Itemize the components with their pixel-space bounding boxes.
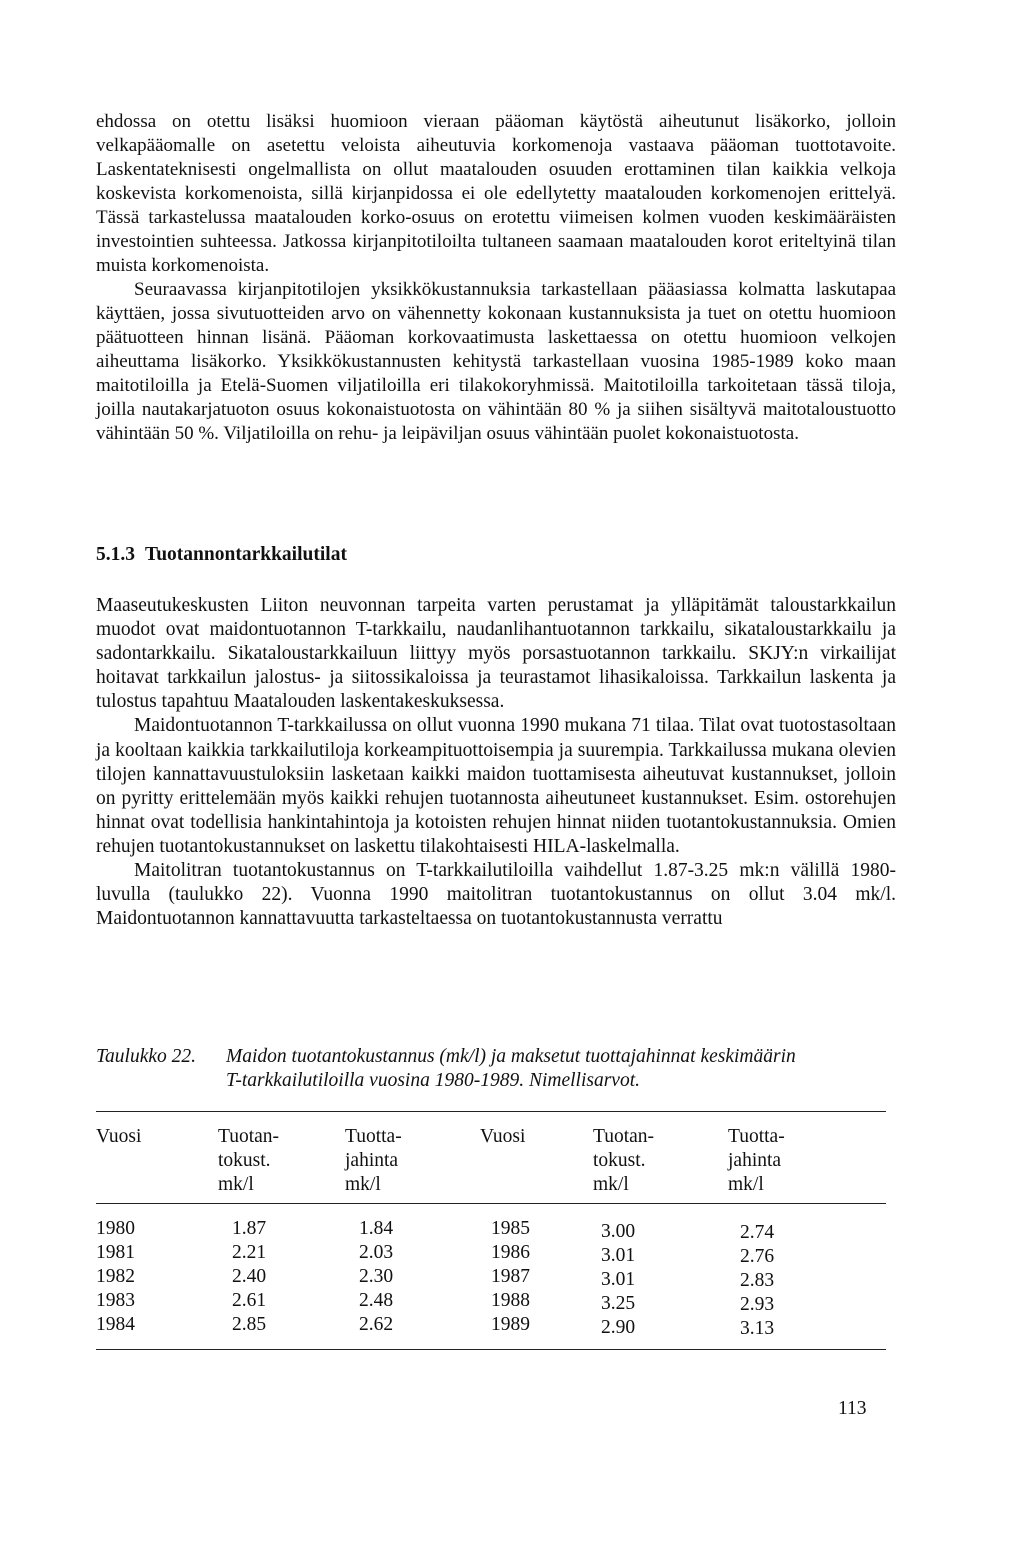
table-cell: 2.83	[740, 1270, 775, 1291]
column-header-line: Tuotta-	[345, 1126, 402, 1147]
column-header-line: Tuotan-	[593, 1126, 655, 1147]
paragraph: Seuraavassa kirjanpitotilojen yksikkökustannuksia tarkastellaan pääasiassa kolmatta laskutapaa käyttäen, jossa sivutuotteiden arvo on vähennetty kokonaan kustannuksista ja tuet on otettu huomioon päätuotteen hinnan lisänä. Pääoman korkovaatimusta laskettaessa on otettu huomioon velkojen aiheuttama lisäkorko. Yksikkökustannusten kehitystä tarkastellaan vuosina 1985-1989 koko maan maitotiloilla ja Etelä-Suomen viljatiloilla eri tilakokoryhmissä. Maitotiloilla tarkoitetaan tässä tiloja, joilla nautakarjatuoton osuus kokonaistuotosta on vähintään 80 % ja siihen sisältyvä maitotaloustuotto vähintään 50 %. Viljatiloilla on rehu- ja leipäviljan osuus vähintään puolet kokonaistuotosta.	[96, 279, 896, 444]
table-caption-label: Taulukko 22.	[96, 1046, 197, 1067]
table-cell: 1980	[96, 1218, 135, 1239]
column-header-line: jahinta	[345, 1150, 399, 1171]
table-row	[96, 1313, 886, 1337]
column-header-line: Tuotta-	[728, 1126, 785, 1147]
page-number: 113	[838, 1398, 867, 1419]
section-title: Tuotannontarkkailutilat	[145, 544, 347, 565]
section-number: 5.1.3	[96, 544, 135, 565]
column-header-price	[728, 1125, 785, 1197]
table-cell: 1987	[491, 1266, 530, 1287]
table-cell: 2.93	[740, 1294, 775, 1315]
column-header-cost	[593, 1125, 654, 1197]
table-cell: 2.48	[359, 1290, 394, 1311]
table-cell: 3.01	[601, 1245, 636, 1266]
paragraph: Maidontuotannon T-tarkkailussa on ollut vuonna 1990 mukana 71 tilaa. Tilat ovat tuotostasoltaan ja kooltaan kaikkia tarkkailutiloja korkeampituottoisempia ja suurempia. Tarkkailussa mukana olevien tilojen kannattavuustuloksiin lasketaan kaikki maidon tuottamisesta aiheutuvat kustannukset, jolloin on pyritty erittelemään myös kaikki rehujen tuotannosta aiheutuneet kustannukset. Esim. ostorehujen hinnat ovat todellisia hankintahintoja ja kotoisten rehujen hinnat niiden tuotantokustannuksia. Omien rehujen tuotantokustannukset on laskettu tilakohtaisesti HILA-laskelmalla.	[96, 715, 896, 857]
table-cell: 1983	[96, 1290, 135, 1311]
column-header-line: Vuosi	[480, 1126, 526, 1147]
table-cell: 2.62	[359, 1314, 394, 1335]
section-body	[96, 594, 896, 931]
column-header-line: mk/l	[593, 1174, 629, 1195]
column-header-year	[96, 1125, 141, 1149]
table-row	[96, 1241, 886, 1265]
table-row	[96, 1289, 886, 1313]
table-cell: 2.03	[359, 1242, 394, 1263]
table-cell: 2.21	[232, 1242, 267, 1263]
column-header-line: Tuotan-	[218, 1126, 280, 1147]
table-cell: 3.25	[601, 1293, 636, 1314]
table-header-rule	[96, 1203, 886, 1204]
column-header-line: Vuosi	[96, 1126, 142, 1147]
table-caption-line: Maidon tuotantokustannus (mk/l) ja maksetut tuottajahinnat keskimäärin	[226, 1046, 796, 1067]
intro-text	[96, 110, 896, 446]
table-cell: 1989	[491, 1314, 530, 1335]
table-cell: 2.40	[232, 1266, 267, 1287]
table-row	[96, 1265, 886, 1289]
paragraph: ehdossa on otettu lisäksi huomioon vieraan pääoman käytöstä aiheutunut lisäkorko, jolloin velkapääomalle on asetettu veloista aiheutuvia korkomenoja vastaava pääoman tuottotavoite. Laskentateknisesti ongelmallista on ollut maatalouden osuuden erottaminen tilan kaikkia velkoja koskevista korkomenoista, sillä kirjanpidossa ei ole edellytetty maatalouden korkomenojen erittelyä. Tässä tarkastelussa maatalouden korko-osuus on erotettu viimeisen kolmen vuoden keskimääräisten investointien suhteessa. Jatkossa kirjanpitotiloilta tultaneen saamaan maatalouden korot eriteltyinä tilan muista korkomenoista.	[96, 111, 896, 276]
section-heading	[96, 542, 347, 568]
column-header-cost	[218, 1125, 279, 1197]
table-row	[96, 1217, 886, 1241]
table-cell: 1.87	[232, 1218, 267, 1239]
table-caption	[96, 1045, 916, 1093]
table-cell: 1984	[96, 1314, 135, 1335]
paragraph: Maitolitran tuotantokustannus on T-tarkkailutiloilla vaihdellut 1.87-3.25 mk:n välillä 1980-luvulla (taulukko 22). Vuonna 1990 maitolitran tuotantokustannus on ollut 3.04 mk/l. Maidontuotannon kannattavuutta tarkasteltaessa on tuotantokustannusta verrattu	[96, 860, 896, 930]
table-cell: 2.90	[601, 1317, 636, 1338]
column-header-line: jahinta	[728, 1150, 782, 1171]
table-cell: 3.13	[740, 1318, 775, 1339]
table-cell: 2.74	[740, 1222, 775, 1243]
table-cell: 3.00	[601, 1221, 636, 1242]
table-cell: 2.30	[359, 1266, 394, 1287]
column-header-line: mk/l	[728, 1174, 764, 1195]
table-cell: 2.61	[232, 1290, 267, 1311]
column-header-line: tokust.	[218, 1150, 271, 1171]
table-cell: 2.85	[232, 1314, 267, 1335]
column-header-price	[345, 1125, 402, 1197]
table-cell: 1986	[491, 1242, 530, 1263]
column-header-line: tokust.	[593, 1150, 646, 1171]
table-bottom-rule	[96, 1349, 886, 1350]
table-cell: 1981	[96, 1242, 135, 1263]
table-cell: 1982	[96, 1266, 135, 1287]
table-cell: 2.76	[740, 1246, 775, 1267]
paragraph: Maaseutukeskusten Liiton neuvonnan tarpeita varten perustamat ja ylläpitämät taloustarkkailun muodot ovat maidontuotannon T-tarkkailu, naudanlihantuotannon tarkkailu, sikataloustarkkailu ja sadontarkkailu. Sikataloustarkkailuun liittyy myös porsastuotannon tarkkailu. SKJY:n virkailijat hoitavat tarkkailun jalostus- ja siitossikaloissa ja teurastamot lihasikaloissa. Tarkkailun laskenta ja tulostus tapahtuu Maatalouden laskentakeskuksessa.	[96, 595, 896, 713]
table-top-rule	[96, 1111, 886, 1112]
table-cell: 1985	[491, 1218, 530, 1239]
column-header-year	[480, 1125, 525, 1149]
table-cell: 1988	[491, 1290, 530, 1311]
column-header-line: mk/l	[345, 1174, 381, 1195]
table-caption-line: T-tarkkailutiloilla vuosina 1980-1989. Nimellisarvot.	[226, 1070, 640, 1091]
column-header-line: mk/l	[218, 1174, 254, 1195]
table-cell: 1.84	[359, 1218, 394, 1239]
table-cell: 3.01	[601, 1269, 636, 1290]
